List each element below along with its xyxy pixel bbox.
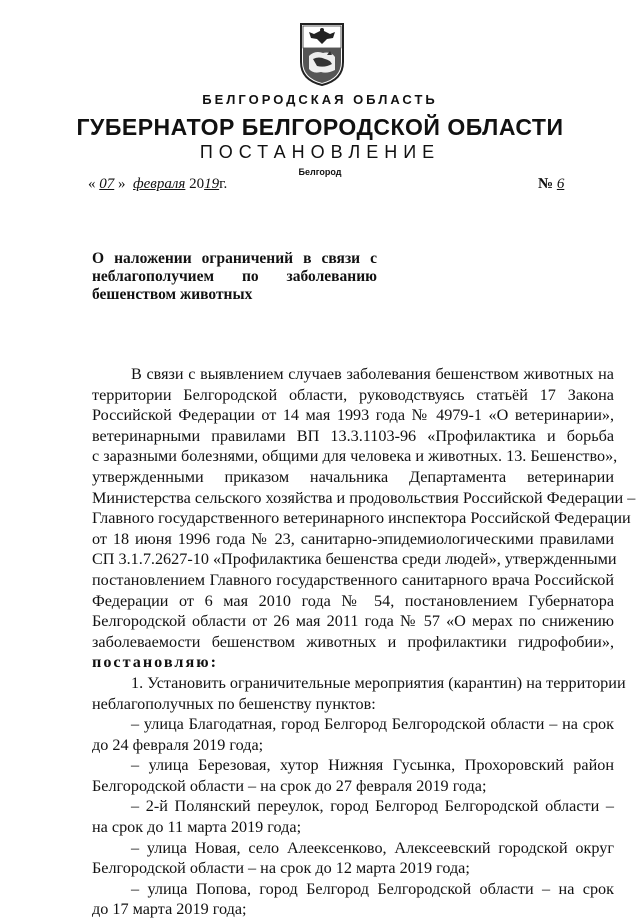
- document-body: [92, 364, 636, 920]
- number-value: 6: [556, 176, 565, 192]
- list-item-cont: до 24 февраля 2019 года;: [92, 735, 264, 754]
- list-item: – улица Попова, город Белгород Белгородской области – на срок: [131, 879, 614, 898]
- subject-line: О наложении ограничений в связи с: [92, 250, 377, 267]
- list-item-cont: на срок до 11 марта 2019 года;: [92, 818, 302, 837]
- region-name: БЕЛГОРОДСКАЯ ОБЛАСТЬ: [202, 92, 438, 107]
- subject-line: бешенством животных: [92, 286, 253, 303]
- list-item-cont: Белгородской области – на срок до 27 февраля 2019 года;: [92, 776, 487, 795]
- list-item: – улица Благодатная, город Белгород Белгородской области – на срок: [131, 715, 614, 734]
- date-year-suffix: 19: [204, 176, 220, 192]
- body-line: утвержденными приказом начальника Департамента ветеринарии: [92, 467, 614, 486]
- body-line: Министерства сельского хозяйства и продовольствия Российской Федерации –: [92, 488, 636, 507]
- body-line: с заразными болезнями, общими для человека и животных. 13. Бешенство»,: [92, 447, 618, 466]
- document-number: [538, 176, 579, 193]
- subject-line: неблагополучием по заболеванию: [92, 268, 377, 285]
- body-line: СП 3.1.7.2627-10 «Профилактика бешенства среди людей», утвержденными: [92, 550, 617, 569]
- body-line: Белгородской области от 26 мая 2011 года № 57 «О мерах по снижению: [92, 612, 614, 631]
- number-label: №: [538, 176, 554, 192]
- list-item-cont: до 17 марта 2019 года;: [92, 900, 247, 919]
- body-line: Российской Федерации от 14 мая 1993 года № 4979-1 «О ветеринарии»,: [92, 406, 614, 425]
- list-item-cont: Белгородской области – на срок до 12 марта 2019 года;: [92, 859, 470, 878]
- list-item: – 2-й Полянский переулок, город Белгород Белгородской области –: [131, 797, 614, 816]
- authority-title: ГУБЕРНАТОР БЕЛГОРОДСКОЙ ОБЛАСТИ: [76, 114, 564, 140]
- body-line: В связи с выявлением случаев заболевания бешенством животных на: [131, 365, 614, 383]
- list-item: – улица Новая, село Алеексенково, Алексеевский городской округ: [131, 838, 614, 857]
- body-line: Главного государственного ветеринарного инспектора Российской Федерации: [92, 509, 631, 528]
- body-line: территории Белгородской области, руководствуясь статьёй 17 Закона: [92, 385, 614, 404]
- body-line: от 18 июня 1996 года № 23, санитарно-эпидемиологическими правилами: [92, 529, 614, 548]
- list-item: – улица Березовая, хутор Нижняя Гусынка, Прохоровский район: [131, 756, 614, 775]
- date-open-quote: «: [88, 176, 96, 192]
- resolution-word: постановляю:: [92, 653, 218, 672]
- body-line: Федерации от 6 мая 2010 года № 54, постановлением Губернатора: [92, 591, 614, 610]
- body-line: ветеринарными правилами ВП 13.3.1103-96 «Профилактика и борьба: [92, 426, 614, 445]
- date-day: 07: [99, 176, 115, 192]
- date-close-quote: »: [118, 176, 126, 192]
- body-line: постановлением Главного государственного санитарного врача Российской: [92, 570, 614, 589]
- date-year-abbr: г.: [219, 176, 228, 192]
- document-city: Белгород: [298, 167, 342, 177]
- date-month: февраля: [133, 176, 186, 192]
- body-line: 1. Установить ограничительные мероприятия (карантин) на территории: [131, 673, 626, 692]
- body-line: неблагополучных по бешенству пунктов:: [92, 694, 376, 713]
- coat-of-arms-icon: [297, 22, 347, 86]
- document-date: [88, 176, 227, 193]
- document-type: ПОСТАНОВЛЕНИЕ: [199, 142, 441, 162]
- date-year-prefix: 20: [189, 176, 205, 192]
- document-subject: [92, 250, 377, 304]
- body-line: заболеваемости бешенством животных и профилактики гидрофобии»,: [92, 632, 614, 651]
